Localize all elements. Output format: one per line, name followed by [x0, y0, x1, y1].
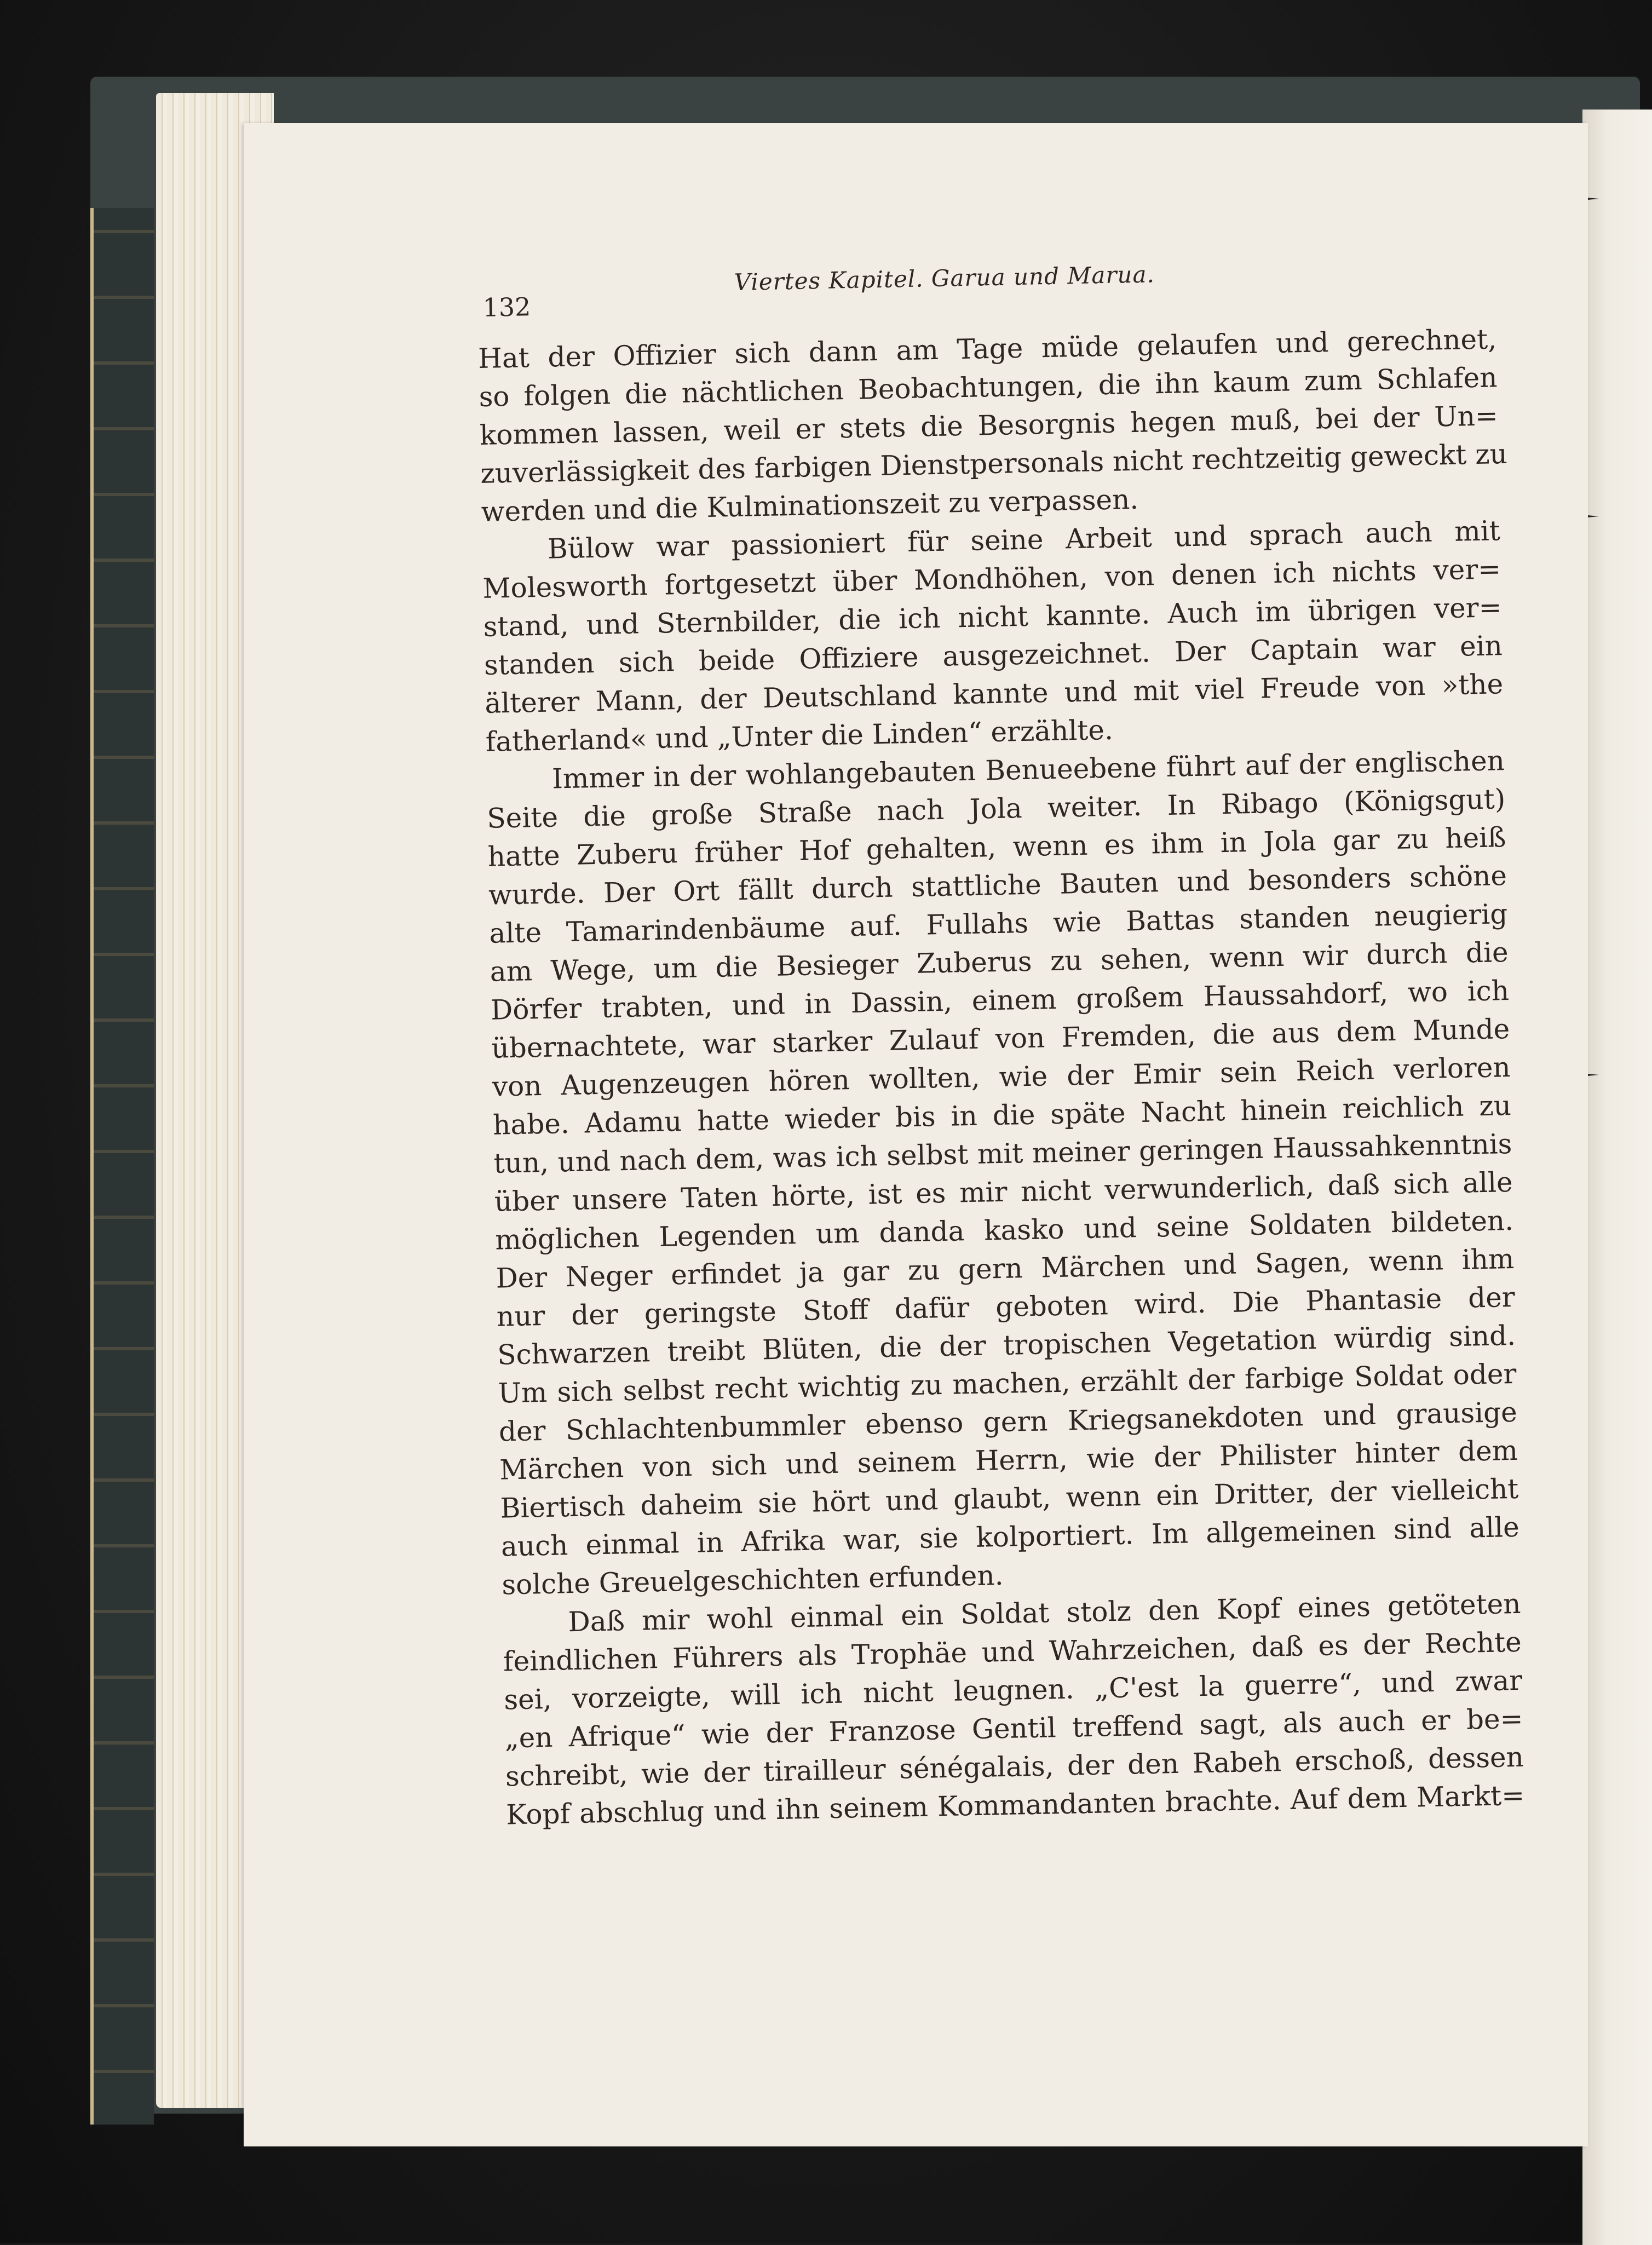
text-line: Dörfer trabten, und in Dassin, einem großem Haussahdorf, wo ich — [490, 975, 1510, 1026]
body-text — [478, 320, 1525, 1834]
page-content — [476, 243, 1525, 1834]
text-line: Schwarzen treibt Blüten, die der tropischen Vegetation würdig sind. — [497, 1319, 1516, 1371]
text-line: wurde. Der Ort fällt durch stattliche Bauten und besonders schöne — [488, 860, 1507, 911]
text-line: Daß mir wohl einmal ein Soldat stolz den Kopf eines getöteten — [568, 1587, 1521, 1638]
text-line: Seite die große Straße nach Jola weiter. In Ribago (Königsgut) — [486, 783, 1506, 834]
text-line: fatherland« und „Unter die Linden“ erzählte. — [485, 713, 1114, 758]
text-line: Um sich selbst recht wichtig zu machen, erzählt der farbige Soldat oder — [498, 1357, 1517, 1409]
text-line: Biertisch daheim sie hört und glaubt, wenn ein Dritter, der vielleicht — [500, 1472, 1519, 1524]
text-line: tun, und nach dem, was ich selbst mit meiner geringen Haussahkenntnis — [493, 1127, 1512, 1179]
text-line: am Wege, um die Besieger Zuberus zu sehen, wenn wir durch die — [490, 936, 1509, 988]
text-line: „en Afrique“ wie der Franzose Gentil treffend sagt, als auch er be= — [504, 1702, 1523, 1754]
text-line: solche Greuelgeschichten erfunden. — [501, 1559, 1004, 1601]
text-line: Hat der Offizier sich dann am Tage müde gelaufen und gerechnet, — [477, 323, 1497, 375]
page-number: 132 — [482, 292, 531, 323]
text-line: kommen lassen, weil er stets die Besorgnis hegen muß, bei der Un= — [479, 400, 1499, 451]
facing-page-gutter — [1582, 110, 1652, 2245]
text-line: sei, vorzeigte, will ich nicht leugnen. „C'est la guerre“, und zwar — [503, 1664, 1523, 1716]
text-line: standen sich beide Offiziere ausgezeichnet. Der Captain war ein — [483, 630, 1503, 681]
text-line: der Schlachtenbummler ebenso gern Kriegsanekdoten und grausige — [498, 1396, 1518, 1448]
text-line: alte Tamarindenbäume auf. Fullahs wie Battas standen neugierig — [488, 898, 1508, 949]
text-line: werden und die Kulminationszeit zu verpassen. — [481, 483, 1139, 528]
text-line: von Augenzeugen hören wollten, wie der Emir sein Reich verloren — [492, 1051, 1511, 1103]
text-line: möglichen Legenden um danda kasko und seine Soldaten bildeten. — [494, 1204, 1514, 1256]
text-line: über unsere Taten hörte, ist es mir nicht verwunderlich, daß sich alle — [494, 1166, 1513, 1218]
text-line: schreibt, wie der tirailleur sénégalais, der den Rabeh erschoß, dessen — [505, 1741, 1524, 1793]
text-line: Märchen von sich und seinem Herrn, wie der Philister hinter dem — [499, 1434, 1518, 1486]
text-line: übernachtete, war starker Zulauf von Fremden, die aus dem Munde — [491, 1013, 1510, 1064]
text-line: Immer in der wohlangebauten Benueebene führt auf der englischen — [551, 745, 1505, 795]
text-line: hatte Zuberu früher Hof gehalten, wenn es ihm in Jola gar zu heiß — [487, 821, 1507, 873]
running-head: Viertes Kapitel. Garua und Marua. — [734, 261, 1155, 296]
text-line: Kopf abschlug und ihn seinem Kommandanten brachte. Auf dem Markt= — [505, 1779, 1525, 1831]
text-line: Der Neger erfindet ja gar zu gern Märchen und Sagen, wenn ihm — [496, 1242, 1515, 1294]
text-line: älterer Mann, der Deutschland kannte und mit viel Freude von »the — [484, 668, 1504, 719]
text-line: nur der geringste Stoff dafür geboten wird. Die Phantasie der — [496, 1281, 1516, 1333]
text-line: feindlichen Führers als Trophäe und Wahrzeichen, daß es der Rechte — [503, 1626, 1522, 1678]
book-spine-edge — [90, 208, 154, 2125]
text-line: stand, und Sternbilder, die ich nicht kannte. Auch im übrigen ver= — [483, 591, 1502, 643]
text-line: auch einmal in Afrika war, sie kolportiert. Im allgemeinen sind alle — [500, 1511, 1520, 1563]
text-line: zuverlässigkeit des farbigen Dienstpersonals nicht rechtzeitig geweckt zu — [480, 438, 1508, 490]
text-line: so folgen die nächtlichen Beobachtungen, die ihn kaum zum Schlafen — [479, 361, 1498, 413]
text-line: Molesworth fortgesetzt über Mondhöhen, von denen ich nichts ver= — [482, 553, 1501, 605]
text-line: Bülow war passioniert für seine Arbeit und sprach auch mit — [547, 515, 1501, 565]
text-line: habe. Adamu hatte wieder bis in die späte Nacht hinein reichlich zu — [492, 1090, 1512, 1141]
